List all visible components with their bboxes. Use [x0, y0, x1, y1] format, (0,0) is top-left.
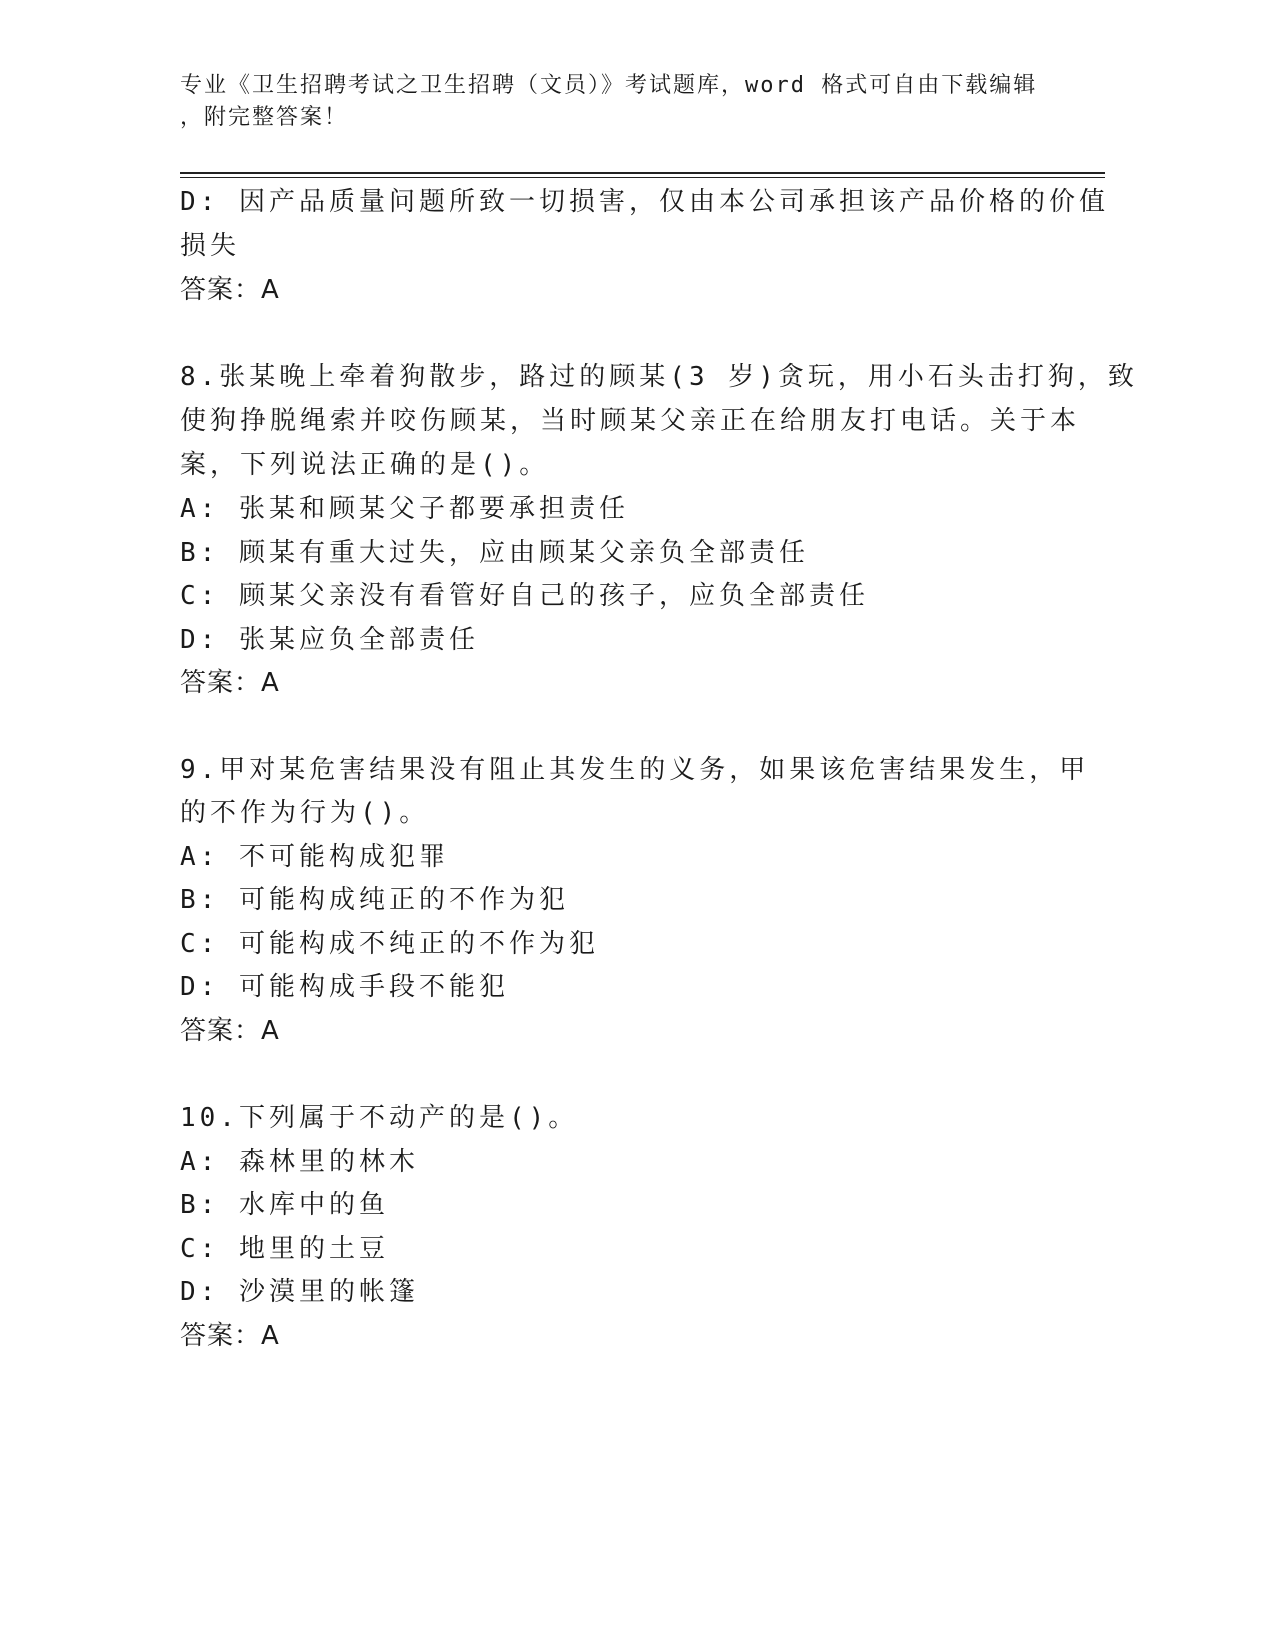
header-divider-bottom: [180, 177, 1105, 178]
header-divider-top: [180, 172, 1105, 174]
q8-stem-line-3: 案，下列说法正确的是()。: [180, 450, 550, 480]
q8-option-d: D: 张某应负全部责任: [180, 625, 479, 655]
q9-option-d: D: 可能构成手段不能犯: [180, 972, 509, 1002]
q8-answer: 答案：A: [180, 668, 280, 698]
q9-stem-line-1: 9.甲对某危害结果没有阻止其发生的义务，如果该危害结果发生，甲: [180, 755, 1090, 785]
q9-stem-line-2: 的不作为行为()。: [180, 798, 430, 828]
q10-answer: 答案：A: [180, 1321, 280, 1351]
q8-stem-line-1: 8.张某晚上牵着狗散步，路过的顾某(3 岁)贪玩，用小石头击打狗，致: [180, 362, 1138, 392]
q10-option-d: D: 沙漠里的帐篷: [180, 1277, 419, 1307]
q7-option-d-line-1: D: 因产品质量问题所致一切损害，仅由本公司承担该产品价格的价值: [180, 187, 1109, 217]
q9-option-a: A: 不可能构成犯罪: [180, 842, 449, 872]
document-header: [180, 70, 1040, 134]
q8-option-a: A: 张某和顾某父子都要承担责任: [180, 494, 629, 524]
q10-stem-line-1: 10.下列属于不动产的是()。: [180, 1103, 579, 1133]
q7-answer: 答案：A: [180, 275, 280, 305]
q8-option-b: B: 顾某有重大过失，应由顾某父亲负全部责任: [180, 538, 809, 568]
q7-option-d-line-2: 损失: [180, 231, 241, 261]
q8-option-c: C: 顾某父亲没有看管好自己的孩子，应负全部责任: [180, 581, 869, 611]
q8-stem-line-2: 使狗挣脱绳索并咬伤顾某，当时顾某父亲正在给朋友打电话。关于本: [180, 406, 1081, 436]
q9-answer: 答案：A: [180, 1016, 280, 1046]
header-line-1: 专业《卫生招聘考试之卫生招聘（文员）》考试题库，word 格式可自由下载编辑: [180, 73, 1038, 98]
q9-option-b: B: 可能构成纯正的不作为犯: [180, 885, 569, 915]
q10-option-a: A: 森林里的林木: [180, 1147, 419, 1177]
header-line-2: ，附完整答案！: [180, 105, 349, 130]
q10-option-c: C: 地里的土豆: [180, 1234, 389, 1264]
q10-option-b: B: 水库中的鱼: [180, 1190, 389, 1220]
q9-option-c: C: 可能构成不纯正的不作为犯: [180, 929, 599, 959]
